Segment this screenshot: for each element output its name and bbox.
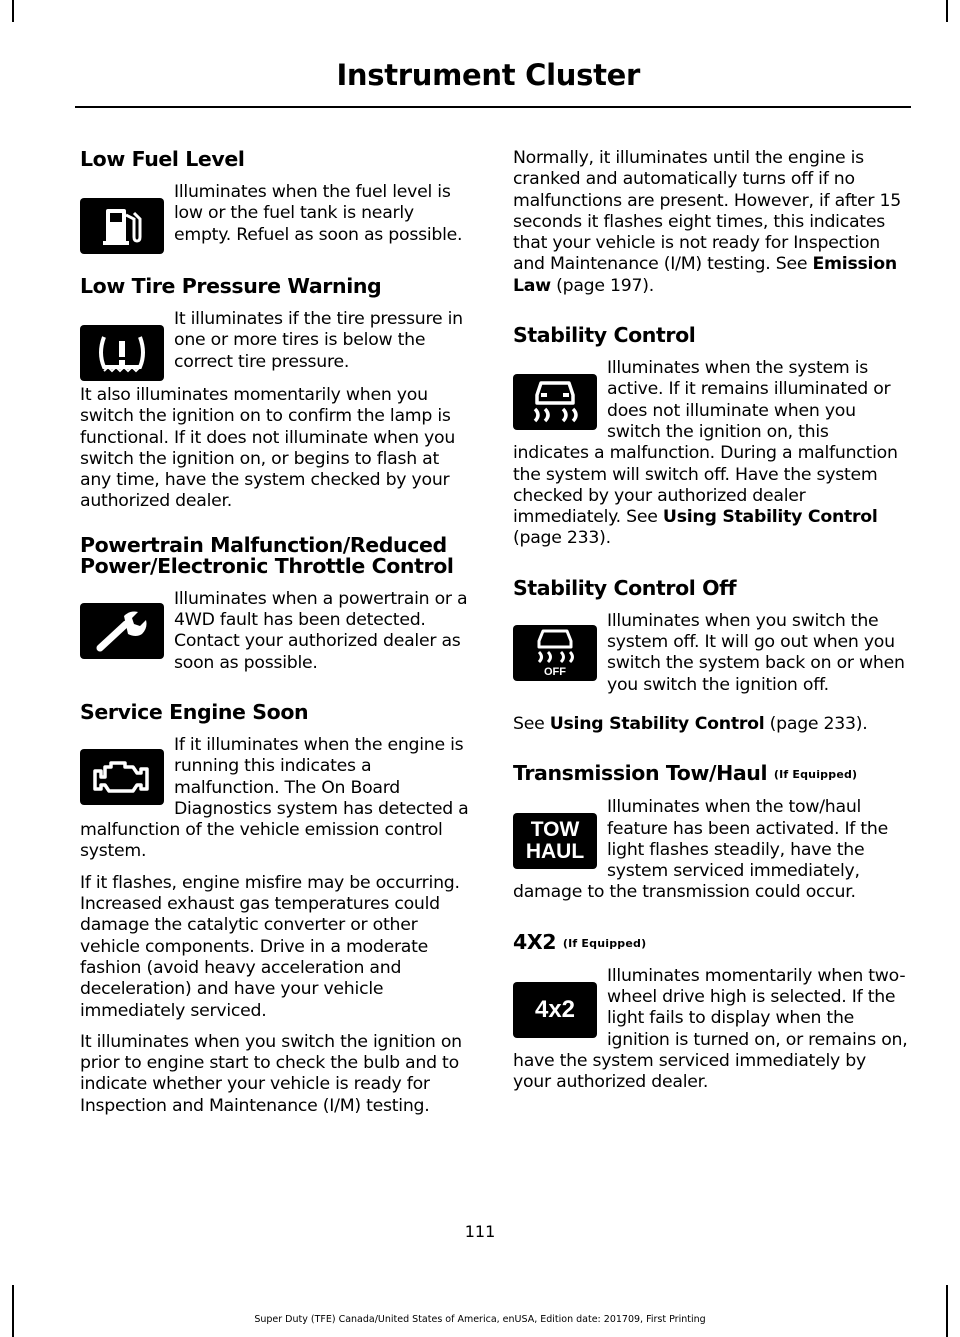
stability-control-off-icon	[513, 625, 597, 681]
stability-body: Illuminates when the system is active. If it remains illuminated or does not illuminate when you switch the ignition on, this indicates a malfunction. During a malfunction the system will switch off. Have the system checked by your authorized dealer immediately. See	[513, 358, 898, 528]
stability-off-text: Illuminates when you switch the system off. It will go out when you switch the system back on or when you switch the ignition off.	[607, 610, 905, 695]
tow-haul-title: Transmission Tow/Haul	[513, 761, 768, 786]
4x2-text: Illuminates momentarily when two-wheel drive high is selected. If the light fails to display when the ignition is turned on, or remains on, have the system serviced immediately by your authorized dealer.	[513, 965, 908, 1093]
stability-page: (page 233).	[513, 528, 611, 549]
engine-text-2: If it flashes, engine misfire may be occurring. Increased exhaust gas temperatures could damage the catalytic converter or other vehicle components. Drive in a moderate fashion (avoid heavy acceleration and deceleration) and have your vehicle immediately serviced.	[80, 872, 460, 1021]
section-title-tow-haul	[513, 763, 908, 785]
section-title-stability: Stability Control	[513, 323, 696, 348]
footer-edition: Super Duty (TFE) Canada/United States of America, enUSA, Edition date: 201709, First Printing	[254, 1314, 706, 1325]
crop-mark	[12, 0, 14, 22]
right-column	[513, 140, 908, 1104]
page-title: Instrument Cluster	[336, 58, 640, 92]
stability-control-icon	[513, 374, 597, 430]
engine-text-3: It illuminates when you switch the ignition on prior to engine start to check the bulb and to indicate whether your vehicle is ready for Inspection and Maintenance (I/M) testing.	[80, 1031, 462, 1116]
section-title-engine: Service Engine Soon	[80, 699, 309, 724]
fuel-pump-icon	[80, 198, 164, 254]
section-title-stability-off: Stability Control Off	[513, 575, 737, 600]
header-divider	[75, 106, 911, 108]
using-stability-control-link[interactable]: Using Stability Control	[662, 507, 878, 528]
stability-off-see	[513, 714, 908, 735]
tow-haul-equipped: (If Equipped)	[773, 768, 858, 782]
tow-haul-icon	[513, 813, 597, 869]
stability-off-see-prefix: See	[513, 713, 550, 734]
crop-mark	[946, 0, 948, 22]
emission-intro-body: Normally, it illuminates until the engine is cranked and automatically turns off if no malfunctions are present. However, if after 15 seconds it flashes eight times, this indicates that your vehicle is not ready for Inspection and Maintenance (I/M) testing. See	[513, 148, 901, 275]
tow-haul-icon-line2: HAUL	[525, 840, 585, 864]
4x2-title: 4X2	[513, 929, 557, 954]
low-tire-text: It illuminates if the tire pressure in one or more tires is below the correct tire pressure.	[174, 309, 463, 372]
left-column	[80, 140, 475, 1127]
low-fuel-text: Illuminates when the fuel level is low or the fuel tank is nearly empty. Refuel as soon as possible.	[174, 182, 463, 245]
section-title-powertrain: Powertrain Malfunction/Reduced Power/Electronic Throttle Control	[80, 532, 454, 578]
stability-off-icon-label: OFF	[544, 665, 566, 678]
tow-haul-text: Illuminates when the tow/haul feature has been activated. If the light flashes steadily, have the system serviced immediately, damage to the transmission could occur.	[513, 797, 888, 903]
tire-pressure-icon	[80, 325, 164, 381]
emission-law-link[interactable]: Emission Law	[513, 254, 897, 296]
page-number: 111	[464, 1222, 496, 1241]
crop-mark	[12, 1285, 14, 1337]
stability-off-page: (page 233).	[764, 713, 868, 734]
4x2-equipped: (If Equipped)	[562, 936, 647, 950]
section-title-4x2	[513, 929, 908, 954]
section-title-low-fuel: Low Fuel Level	[80, 147, 245, 171]
4x2-icon	[513, 982, 597, 1038]
4x2-icon-label: 4x2	[534, 995, 576, 1023]
crop-mark	[946, 1285, 948, 1337]
section-title-low-tire: Low Tire Pressure Warning	[80, 274, 382, 298]
tow-haul-icon-line1: TOW	[530, 818, 580, 842]
using-stability-control-link-2[interactable]: Using Stability Control	[549, 713, 765, 734]
engine-icon	[80, 749, 164, 805]
emission-law-page: (page 197).	[550, 275, 654, 296]
low-tire-text-2: It also illuminates momentarily when you switch the ignition on to confirm the lamp is functional. If it does not illuminate when you switch the ignition on, or begins to flash at any time, have the system checked by your authorized dealer.	[80, 385, 456, 512]
emission-intro-text	[513, 148, 908, 297]
powertrain-text: Illuminates when a powertrain or a 4WD fault has been detected. Contact your authorized dealer as soon as possible.	[174, 588, 468, 673]
engine-text: If it illuminates when the engine is running this indicates a malfunction. The On Board Diagnostics system has detected a malfunction of the vehicle emission control system.	[80, 734, 469, 862]
wrench-icon	[80, 603, 164, 659]
